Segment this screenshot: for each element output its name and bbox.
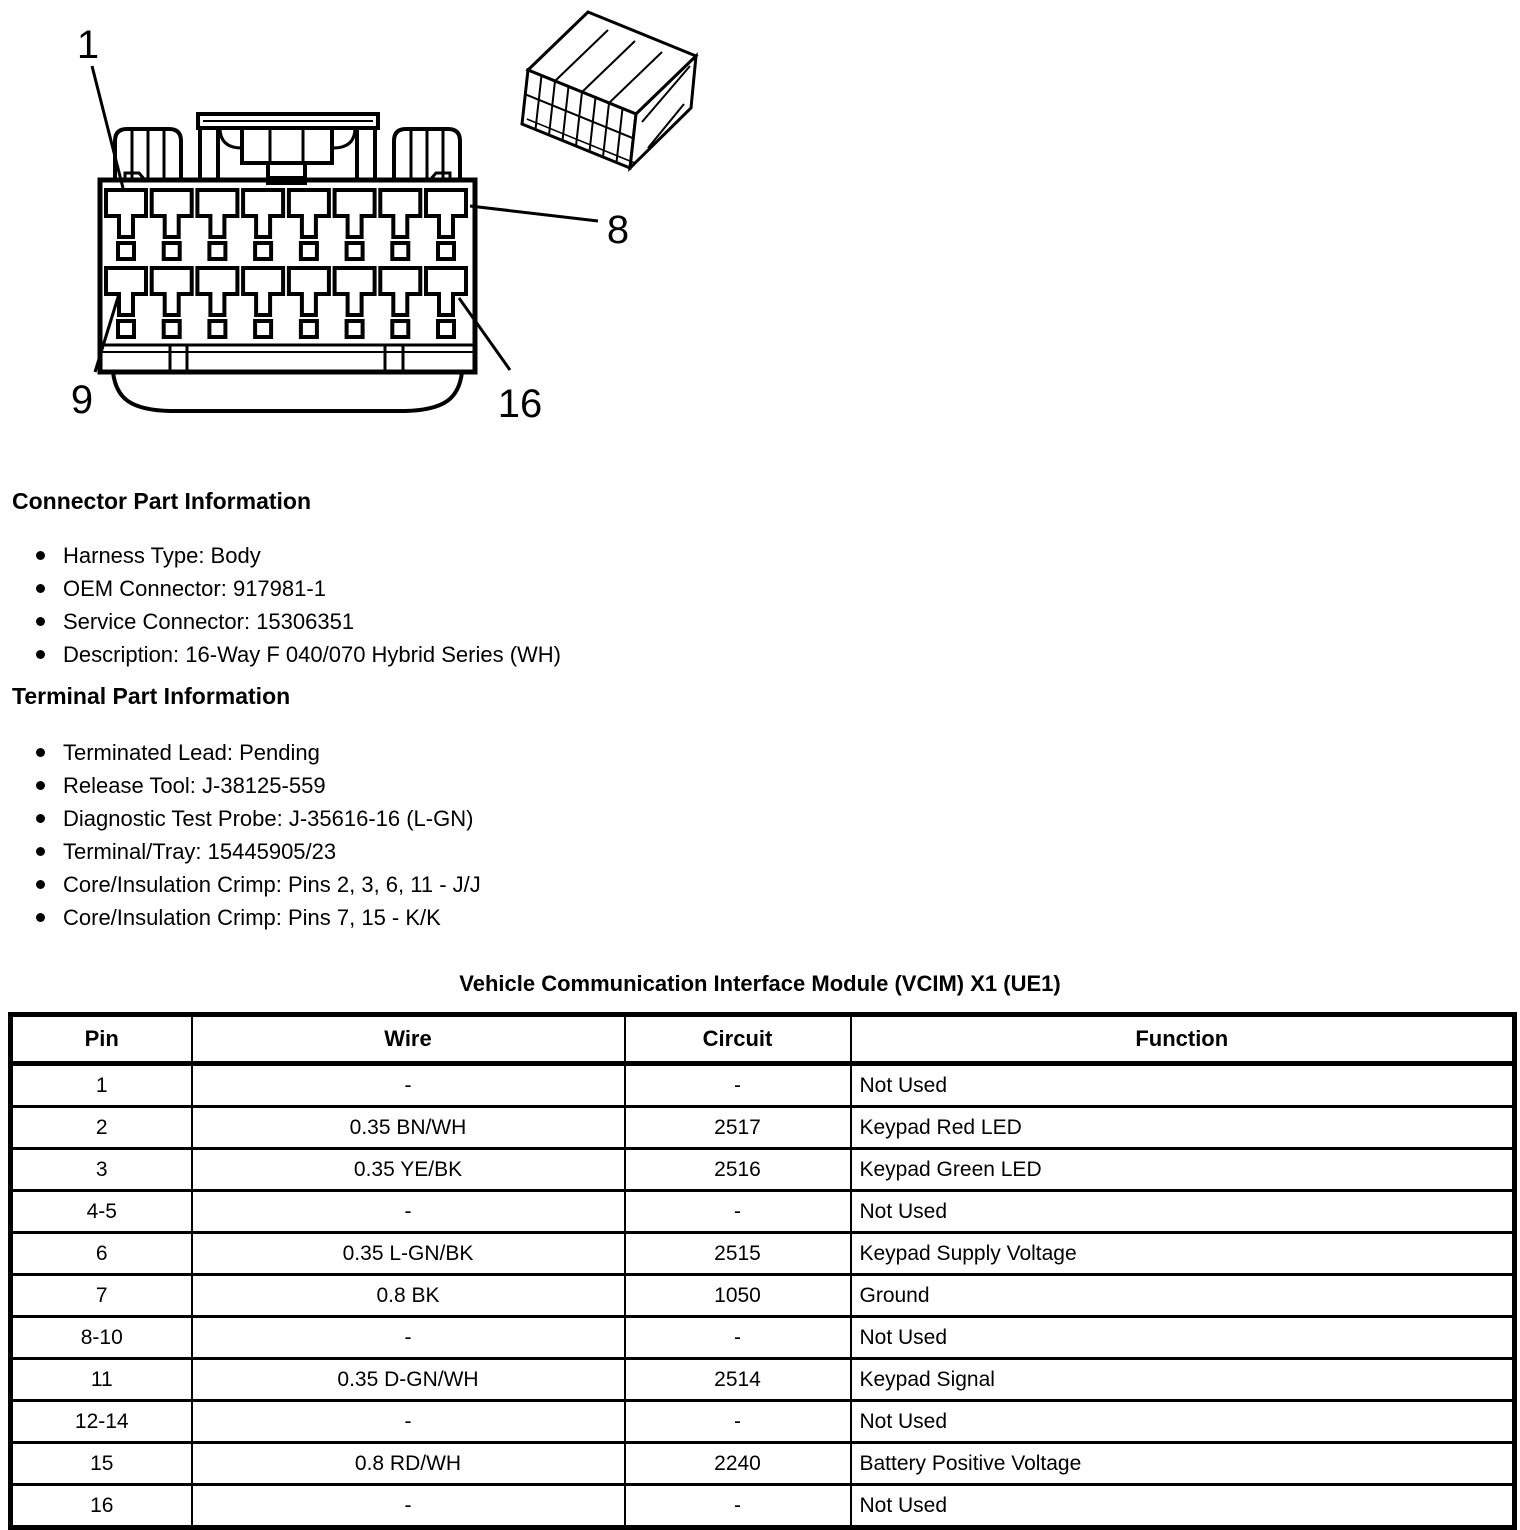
pin-cell: 15 [11,1443,192,1485]
bullet-icon [36,847,45,856]
bullet-icon [36,880,45,889]
table-row [11,1275,1515,1317]
wire-cell: 0.35 YE/BK [192,1149,625,1191]
column-header-pin: Pin [11,1015,192,1064]
function-cell: Keypad Supply Voltage [851,1233,1515,1275]
table-row [11,1191,1515,1233]
function-cell: Keypad Green LED [851,1149,1515,1191]
terminal-part-info-heading: Terminal Part Information [12,683,291,709]
pin-cell: 12-14 [11,1401,192,1443]
wire-cell: 0.8 BK [192,1275,625,1317]
table-row [11,1149,1515,1191]
pin-cell: 4-5 [11,1191,192,1233]
wire-cell: - [192,1485,625,1528]
connector-pinout-diagram [0,0,710,470]
table-row [11,1359,1515,1401]
connector-part-info-list [0,539,561,671]
circuit-cell: 2516 [625,1149,851,1191]
bullet-icon [36,781,45,790]
circuit-cell: 2240 [625,1443,851,1485]
column-header-circuit: Circuit [625,1015,851,1064]
circuit-cell: 2515 [625,1233,851,1275]
list-item: Harness Type: Body [0,539,561,572]
function-cell: Battery Positive Voltage [851,1443,1515,1485]
function-cell: Not Used [851,1191,1515,1233]
circuit-cell: - [625,1485,851,1528]
pin-table-title: Vehicle Communication Interface Module (VCIM) X1 (UE1) [459,971,1061,996]
bullet-icon [36,650,45,659]
pin8-leader-line [470,206,598,221]
pin-cell: 11 [11,1359,192,1401]
bullet-icon [36,584,45,593]
circuit-cell: 1050 [625,1275,851,1317]
pin8-callout-label: 8 [606,208,630,252]
pin1-leader-line [92,66,123,188]
list-item: Core/Insulation Crimp: Pins 2, 3, 6, 11 - J/J [0,868,481,901]
wire-cell: - [192,1191,625,1233]
list-item: Release Tool: J-38125-559 [0,769,481,802]
pin-cell: 8-10 [11,1317,192,1359]
list-item: Description: 16-Way F 040/070 Hybrid Series (WH) [0,638,561,671]
function-cell: Not Used [851,1485,1515,1528]
circuit-cell: 2514 [625,1359,851,1401]
function-cell: Ground [851,1275,1515,1317]
pin-cell: 1 [11,1064,192,1107]
pin16-callout-label: 16 [497,382,543,426]
connector-part-info-heading: Connector Part Information [12,488,312,514]
pin1-callout-label: 1 [76,23,100,67]
wire-cell: - [192,1317,625,1359]
table-row [11,1233,1515,1275]
wire-cell: 0.35 D-GN/WH [192,1359,625,1401]
table-row [11,1107,1515,1149]
wire-cell: - [192,1401,625,1443]
list-item: Terminated Lead: Pending [0,736,481,769]
column-header-wire: Wire [192,1015,625,1064]
bullet-icon [36,551,45,560]
connector-front-view [100,114,475,411]
table-header-row [11,1015,1515,1064]
pin-cell: 7 [11,1275,192,1317]
pin-cell: 16 [11,1485,192,1528]
list-item: Terminal/Tray: 15445905/23 [0,835,481,868]
wire-cell: - [192,1064,625,1107]
wire-cell: 0.35 BN/WH [192,1107,625,1149]
connector-3d-view [522,12,696,168]
table-row [11,1064,1515,1107]
bullet-icon [36,617,45,626]
function-cell: Keypad Red LED [851,1107,1515,1149]
table-row [11,1317,1515,1359]
circuit-cell: - [625,1317,851,1359]
wire-cell: 0.8 RD/WH [192,1443,625,1485]
pin-cell: 6 [11,1233,192,1275]
terminal-part-info-list [0,736,481,934]
column-header-function: Function [851,1015,1515,1064]
circuit-cell: - [625,1064,851,1107]
pin16-leader-line [459,298,510,370]
table-row [11,1401,1515,1443]
function-cell: Keypad Signal [851,1359,1515,1401]
table-row [11,1485,1515,1528]
bullet-icon [36,748,45,757]
wire-cell: 0.35 L-GN/BK [192,1233,625,1275]
list-item: OEM Connector: 917981-1 [0,572,561,605]
circuit-cell: - [625,1191,851,1233]
function-cell: Not Used [851,1064,1515,1107]
pin9-callout-label: 9 [70,378,94,422]
circuit-cell: - [625,1401,851,1443]
circuit-cell: 2517 [625,1107,851,1149]
table-row [11,1443,1515,1485]
list-item: Service Connector: 15306351 [0,605,561,638]
pin-table [8,1012,1517,1530]
bullet-icon [36,814,45,823]
list-item: Core/Insulation Crimp: Pins 7, 15 - K/K [0,901,481,934]
function-cell: Not Used [851,1401,1515,1443]
pin-cell: 3 [11,1149,192,1191]
list-item: Diagnostic Test Probe: J-35616-16 (L-GN) [0,802,481,835]
bullet-icon [36,913,45,922]
function-cell: Not Used [851,1317,1515,1359]
pin-cell: 2 [11,1107,192,1149]
